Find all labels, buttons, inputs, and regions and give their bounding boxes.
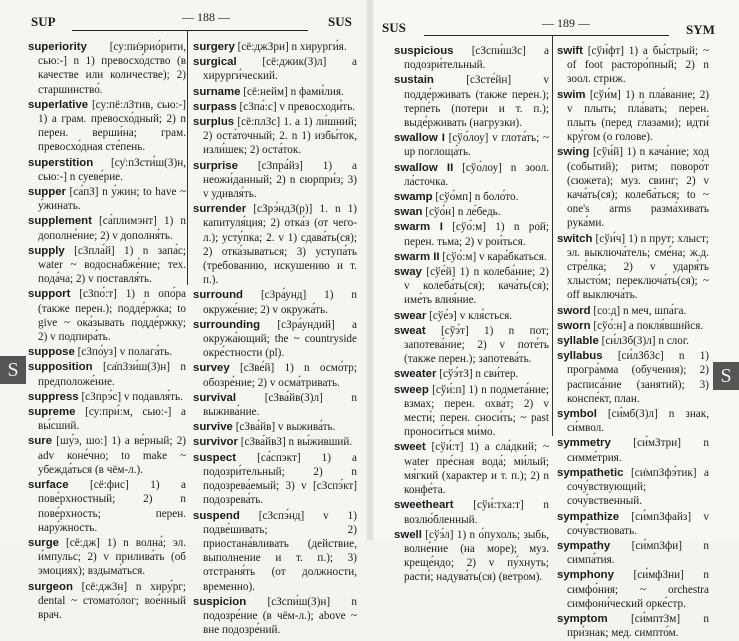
dictionary-entry	[394, 367, 549, 381]
definition: n хирурги́я.	[291, 41, 347, 53]
definition: v превосходи́ть.	[279, 100, 356, 113]
definition: v полага́ть.	[119, 346, 173, 359]
definition: n боло́то.	[474, 191, 519, 204]
left-page	[0, 0, 370, 637]
dictionary-entry	[28, 405, 186, 433]
transcription: [сЗпла́й]	[74, 244, 115, 257]
transcription: [сўи́фт]	[587, 45, 624, 57]
dictionary-entry	[557, 510, 709, 538]
definition: n у́жин; to have ~ у́жинать.	[38, 186, 187, 213]
headword: suspicion	[193, 595, 247, 608]
transcription: [сЗспи́шЗс]	[471, 45, 526, 57]
definition: n 1) програ́мма (обучения); 2) расписа́ние (занятий); 3) конспе́кт, план.	[567, 350, 710, 405]
transcription: [си́лЗб(З)л]	[601, 335, 656, 348]
dictionary-entry	[28, 536, 186, 579]
headword: survey	[193, 362, 230, 375]
dictionary-entry	[557, 319, 709, 333]
dictionary-entry	[557, 304, 709, 318]
thumb-index-tab: S	[0, 356, 26, 384]
transcription: [сўо́:н]	[593, 319, 627, 332]
transcription: [си́мпЗфи]	[631, 539, 682, 552]
transcription: [сЗпа́:с]	[239, 100, 277, 113]
definition: n зоол. ла́сточка.	[404, 161, 549, 188]
page-number: — 189 —	[542, 16, 590, 30]
dictionary-entry	[557, 44, 709, 87]
definition: v 1) подве́шивать; 2) приостана́вливать (действие, выполнение и т. п.); 3) отстраня́ть (от должности, временно).	[203, 509, 357, 593]
dictionary-entry	[28, 287, 186, 344]
transcription: [сё:джЗри]	[237, 41, 289, 53]
transcription: [си́мптЗм]	[631, 612, 681, 625]
headword: suppress	[28, 390, 79, 403]
dictionary-entry	[28, 40, 186, 97]
headword: sustain	[394, 74, 434, 87]
headword: surrender	[193, 203, 247, 216]
dictionary-entry	[193, 202, 357, 287]
headword: superlative	[28, 98, 89, 111]
headword: suppose	[28, 346, 75, 359]
definition: n знак, си́мвол.	[567, 408, 710, 435]
dictionary-entry	[193, 40, 357, 54]
dictionary-entry	[557, 568, 709, 611]
transcription: [са́пЗ]	[69, 186, 99, 199]
headword: sway	[394, 266, 422, 279]
transcription: [сўэ́л]	[425, 528, 454, 541]
dictionary-entry	[193, 288, 357, 316]
headword: surgical	[193, 56, 237, 69]
dictionary-entry	[557, 407, 709, 435]
transcription: [си̇мпЗфэ́тик]	[631, 466, 697, 479]
dictionary-entry	[193, 100, 357, 114]
definition: n выжива́ние.	[203, 391, 357, 419]
transcription: [сўи́:т]	[431, 441, 464, 454]
transcription: [сЗпра́йз]	[257, 159, 303, 172]
transcription: [са̇пЗзи́ш(З)н]	[102, 361, 170, 374]
dictionary-entry	[28, 214, 186, 242]
definition: n 1) превосхо́дство (в качестве или количестве); 2) старшинство́.	[38, 55, 186, 96]
transcription: [сЗра́ундий]	[277, 318, 335, 331]
dictionary-entry	[394, 383, 549, 440]
transcription: [сЗпрэ́с]	[81, 390, 122, 403]
definition: n хиру́рг; dental ~ стомато́лог; вое́нный врач.	[38, 580, 187, 621]
dictionary-entry	[557, 539, 709, 567]
definition: n вы́живший.	[288, 436, 353, 449]
definition: 1) a неожи́данный; 2) n сюрпри́з; 3) v удивля́ть.	[203, 159, 357, 201]
headword: sympathetic	[557, 466, 624, 479]
headword: surrounding	[193, 318, 261, 331]
definition: a вы́сший.	[38, 406, 187, 433]
definition: 1) n опо́ра (также перен.); подде́ржка; to give ~ ока́зывать подде́ржку; 2) v подпира́ть.	[38, 288, 187, 344]
transcription: [сЗсте́йн]	[466, 74, 512, 87]
transcription: [сўи́ч]	[595, 232, 626, 245]
headword: symbol	[557, 408, 597, 421]
dictionary-entry	[193, 55, 357, 83]
headword: symmetry	[557, 437, 611, 450]
definition: n сви́тер.	[475, 368, 519, 381]
header-rule	[72, 30, 308, 31]
dictionary-entry	[193, 595, 357, 638]
headword: swing	[557, 146, 590, 159]
column-divider	[552, 36, 553, 436]
definition: n предположе́ние.	[38, 361, 187, 388]
definition: v кара́бкаться.	[478, 250, 547, 263]
transcription: [сўо́:м]	[452, 221, 486, 234]
headword: swarm I	[394, 221, 443, 234]
dictionary-entry	[394, 220, 549, 248]
right-page	[370, 0, 739, 640]
headword: sweet	[394, 441, 426, 454]
transcription: [сўэ́тЗ]	[439, 368, 473, 381]
headword: sympathize	[557, 510, 620, 523]
transcription: [сЗспи́ш(З)н]	[267, 595, 331, 608]
definition: 1. a 1) ли́шний; 2) оста́точный; 2. n 1) избы́ток, изли́шек; 2) оста́ток.	[203, 116, 358, 157]
headword: sworn	[557, 319, 591, 332]
dictionary-entry	[28, 390, 186, 404]
headword: swallow I	[394, 132, 445, 145]
transcription: [сЗва́йв]	[235, 421, 276, 434]
headword: sweetheart	[394, 499, 454, 512]
headword: sympathy	[557, 539, 611, 552]
dictionary-entry	[193, 435, 357, 449]
definition: 1) a ве́рный; 2) adv коне́чно; to make ~ убежда́ться (в чём-л.).	[38, 435, 187, 476]
definition: 1) n запа́с; water ~ водоснабже́ние; тех. пода́ча; 2) v поставля́ть.	[38, 244, 186, 286]
dictionary-entry	[394, 73, 549, 130]
headword: supper	[28, 186, 66, 199]
transcription: [сўи́:тха:т]	[473, 499, 524, 512]
headword: survivor	[193, 436, 238, 449]
dictionary-entry	[394, 190, 549, 204]
dictionary-entry	[193, 509, 357, 594]
definition: n симпа́тия.	[567, 539, 709, 567]
column-divider	[187, 30, 188, 285]
dictionary-entry	[394, 440, 549, 497]
transcription: [сЗпо́:т]	[79, 288, 117, 301]
headword: sure	[28, 435, 53, 448]
dictionary-entry	[557, 466, 709, 509]
headword: swift	[557, 45, 583, 57]
transcription: [сўе́э]	[429, 309, 457, 322]
header-rule	[424, 35, 669, 36]
dictionary-entry	[193, 318, 357, 361]
definition: 1) n колеба́ние; 2) v колеба́ть(ся); кача́ть(ся); име́ть влия́ние.	[404, 266, 549, 307]
definition: v подде́рживать (также перен.); терпе́ть (потери и т. п.); выде́рживать (нагрузки).	[404, 74, 549, 130]
dictionary-entry	[193, 451, 357, 508]
definition: n ле́бедь.	[457, 206, 501, 219]
headword: support	[28, 288, 71, 301]
dictionary-entry	[394, 265, 549, 308]
headword: suspect	[193, 451, 237, 464]
running-head-left: SUP	[31, 14, 56, 29]
headword: survival	[193, 391, 237, 404]
definition: v глота́ть; ~ up поглоща́ть.	[404, 132, 550, 159]
dictionary-entry	[28, 244, 186, 287]
definition: 1) n о́пухоль; зыбь, волне́ние (на море); муз. креще́ндо; 2) v пу́хнуть; расти́; надува́ть(ся) (ветром).	[404, 528, 550, 584]
transcription: [си́мфЗни]	[633, 569, 684, 582]
definition: 1) n пот; запотева́ние; 2) v поте́ть (также перен.); запотева́ть.	[404, 324, 550, 366]
headword: surgeon	[28, 580, 73, 593]
definition: 1) n дополне́ние; 2) v дополня́ть.	[38, 215, 187, 242]
dictionary-entry	[557, 145, 709, 230]
running-head-right: SYM	[686, 22, 715, 37]
running-head-left: SUS	[382, 20, 406, 35]
definition: a сочу́вствующий; сочу́вственный.	[567, 466, 710, 508]
transcription: [си́мпЗфайз]	[631, 510, 692, 523]
transcription: [сўи́:п]	[432, 383, 466, 396]
headword: sweat	[394, 324, 426, 337]
transcription: [шу́э, шо:]	[56, 435, 108, 448]
transcription: [су:пи̇эрио́рити, сью:-]	[38, 41, 186, 68]
transcription: [сўэ́т]	[441, 324, 469, 337]
dictionary-entry	[394, 131, 549, 159]
definition: 1) a сла́дкий; ~ water пре́сная вода́; ми́лый; мя́гкий (характер и т. п.); 2) n конфе́та.	[404, 441, 550, 497]
headword: sword	[557, 304, 591, 317]
definition: 1) n рой; перен. тьма; 2) v рои́ться.	[404, 221, 550, 248]
transcription: [са́плимэнт]	[99, 215, 157, 228]
transcription: [су:пё:лЗтив, сью:-]	[91, 98, 186, 111]
transcription: [су:при́:м, сью:-]	[85, 406, 172, 419]
transcription: [сё:фис]	[90, 479, 129, 492]
dictionary-entry	[28, 345, 186, 359]
definition: 1) n прут; хлыст; эл. выключа́тель; сме́на; ж.д. стре́лка; 2) v ударя́ть хлысто́м; переключа́ть(ся); ~ off выключа́ть.	[567, 232, 710, 302]
transcription: [сЗпо́уз]	[77, 346, 117, 359]
transcription: [са́спэкт]	[257, 451, 301, 464]
headword: syllabus	[557, 350, 603, 363]
definition: 1) a пове́рхностный; 2) n пове́рхность; перен. нару́жность.	[38, 479, 187, 534]
transcription: [сё:нейм]	[243, 85, 288, 98]
transcription: [сўо́мп]	[435, 191, 472, 204]
transcription: [си́мЗтри]	[633, 437, 681, 450]
transcription: [сўе́й]	[426, 266, 456, 279]
transcription: [сўи́й]	[592, 146, 623, 159]
transcription: [со:д]	[593, 304, 621, 317]
transcription: [сўи́м]	[589, 88, 621, 101]
definition: n меч, шпа́га.	[622, 304, 687, 317]
headword: surplus	[193, 116, 235, 129]
dictionary-entry	[28, 98, 186, 155]
headword: swamp	[394, 191, 433, 204]
dictionary-entry	[193, 115, 357, 158]
dictionary-entry	[193, 420, 357, 434]
definition: n слог.	[658, 335, 689, 348]
definition: n подозре́ние (в чём-л.); above ~ вне подозре́ний.	[203, 595, 358, 637]
dictionary-entry	[28, 360, 186, 388]
headword: suspend	[193, 509, 240, 522]
thumb-index-tab: S	[713, 362, 739, 390]
dictionary-entry	[394, 528, 549, 585]
headword: swarm II	[394, 250, 440, 263]
headword: symptom	[557, 612, 608, 625]
definition: n при́знак; мед. симпто́м.	[567, 612, 709, 640]
column-2	[557, 44, 709, 641]
dictionary-entry	[28, 185, 186, 213]
headword: surge	[28, 536, 60, 549]
dictionary-entry	[28, 156, 186, 184]
transcription: [сЗве́й]	[240, 362, 275, 375]
headword: supply	[28, 244, 65, 257]
definition: 1) n окруже́ние; 2) v окружа́ть.	[203, 289, 358, 316]
headword: surface	[28, 479, 69, 492]
headword: swim	[557, 88, 586, 101]
dictionary-entry	[28, 478, 186, 535]
definition: v подавля́ть.	[123, 390, 183, 403]
headword: swan	[394, 206, 423, 219]
dictionary-entry	[394, 498, 549, 526]
book-gutter	[366, 0, 374, 540]
dictionary-entry	[394, 161, 549, 189]
column-1	[28, 40, 186, 623]
transcription: [сўо́:м]	[442, 250, 477, 263]
headword: swallow II	[394, 161, 454, 174]
definition: 1. n 1) капитуля́ция; 2) отка́з (от чего-л.); усту́пка; 2. v 1) сдава́ть(ся); 2) отка́зываться; 3) уступа́ть (требованию, искушению и т. п.).	[203, 203, 358, 287]
headword: syllable	[557, 335, 599, 348]
headword: supposition	[28, 361, 93, 374]
transcription: [сё:джЗн]	[81, 580, 128, 593]
headword: suspicious	[394, 45, 454, 57]
dictionary-entry	[394, 324, 549, 367]
dictionary-entry	[394, 309, 549, 323]
definition: a покля́вшийся.	[628, 319, 704, 332]
dictionary-entry	[557, 436, 709, 464]
headword: surprise	[193, 159, 238, 172]
dictionary-entry	[28, 580, 186, 623]
definition: 1) n волна́; эл. и́мпульс; 2) v прилива́ть (об эмоциях); вздыма́ться.	[38, 536, 186, 578]
transcription: [сЗспэ́нд]	[258, 509, 305, 522]
dictionary-entry	[394, 205, 549, 219]
page-number: — 188 —	[182, 10, 230, 24]
dictionary-entry	[193, 391, 357, 419]
definition: v сочу́вствовать.	[567, 510, 709, 537]
headword: surgery	[193, 41, 235, 53]
dictionary-entry	[193, 85, 357, 99]
headword: sweater	[394, 368, 437, 381]
headword: supplement	[28, 215, 92, 228]
definition: 1) n осмо́тр; обозре́ние; 2) v осма́тривать.	[203, 362, 357, 389]
transcription: [сё:плЗс]	[237, 116, 281, 129]
definition: a окружа́ющий; the ~ countryside окре́стности (pl).	[203, 318, 357, 360]
definition: n возлю́бленный.	[404, 499, 550, 526]
transcription: [сўо́лоу]	[448, 132, 489, 145]
definition: a хирурги́ческий.	[203, 56, 358, 83]
definition: 1) a бы́стрый; ~ of foot расторо́пный; 2) n зоол. стриж.	[567, 45, 710, 86]
dictionary-entry	[557, 349, 709, 406]
definition: v выжива́ть.	[277, 421, 336, 434]
transcription: [сё:джик(З)л]	[262, 56, 327, 69]
headword: symphony	[557, 569, 614, 582]
headword: surround	[193, 289, 243, 302]
headword: swell	[394, 528, 422, 541]
dictionary-entry	[193, 361, 357, 389]
dictionary-entry	[193, 159, 357, 202]
column-2	[193, 40, 357, 638]
dictionary-entry	[28, 434, 186, 477]
headword: superstition	[28, 156, 94, 169]
definition: n симфо́ния; ~ orchestra симфони́ческий орке́стр.	[567, 569, 709, 610]
headword: swear	[394, 309, 427, 322]
headword: surpass	[193, 100, 237, 113]
definition: 1) n подмета́ние; взмах; перен. охва́т; 2) v мести́; перен. сноси́ть; ~ past проноси́ться ми́мо.	[404, 383, 549, 439]
transcription: [сё:дж]	[66, 536, 100, 549]
transcription: [сЗва́йвЗ]	[240, 436, 286, 449]
definition: a подозри́тельный.	[404, 45, 550, 72]
dictionary-entry	[557, 612, 709, 640]
definition: 1) n кача́ние; ход (событий); ритм; поворо́т (сюжета); муз. свинг; 2) v кача́ть(ся); колеба́ться; to ~ one's arms разма́хивать рука́ми.	[567, 146, 710, 230]
transcription: [сЗрэ́ндЗ(р)]	[253, 203, 313, 216]
transcription: [су̇:пЗсти́ш(З)н, сью:-]	[38, 156, 186, 183]
transcription: [сўо́н]	[425, 206, 455, 219]
dictionary-entry	[557, 232, 709, 303]
definition: 1) a подозри́тельный; 2) n подозрева́емый; 3) v [сЗспэ́кт] подозрева́ть.	[203, 451, 357, 507]
dictionary-entry	[557, 334, 709, 348]
headword: survive	[193, 421, 233, 434]
headword: superiority	[28, 41, 87, 53]
definition: n фами́лия.	[290, 85, 344, 98]
dictionary-entry	[557, 88, 709, 145]
transcription: [си́лЗбЗс]	[617, 350, 664, 363]
definition: n суеве́рие.	[69, 170, 123, 183]
headword: switch	[557, 232, 593, 245]
definition: 1) a грам. превосхо́дный; 2) n перен. верши́на; грам. превосхо́дная сте́пень.	[38, 113, 186, 154]
dictionary-entry	[394, 44, 549, 72]
transcription: [сЗра́унд]	[260, 289, 307, 302]
running-head-right: SUS	[328, 14, 352, 29]
headword: sweep	[394, 383, 429, 396]
definition: n симме́трия.	[567, 437, 709, 464]
transcription: [си́мб(З)л]	[607, 408, 658, 421]
column-1	[394, 44, 549, 586]
transcription: [сўо́лоу]	[462, 161, 502, 174]
definition: 1) n пла́вание; 2) v плыть; пла́вать; перен. плыть (перед глазами); идти́ кру́гом (о голове).	[567, 88, 710, 144]
definition: v кля́сться.	[459, 309, 513, 322]
headword: surname	[193, 85, 241, 98]
dictionary-entry	[394, 250, 549, 264]
headword: supreme	[28, 406, 76, 419]
transcription: [сЗва́йв(З)л]	[264, 391, 323, 404]
